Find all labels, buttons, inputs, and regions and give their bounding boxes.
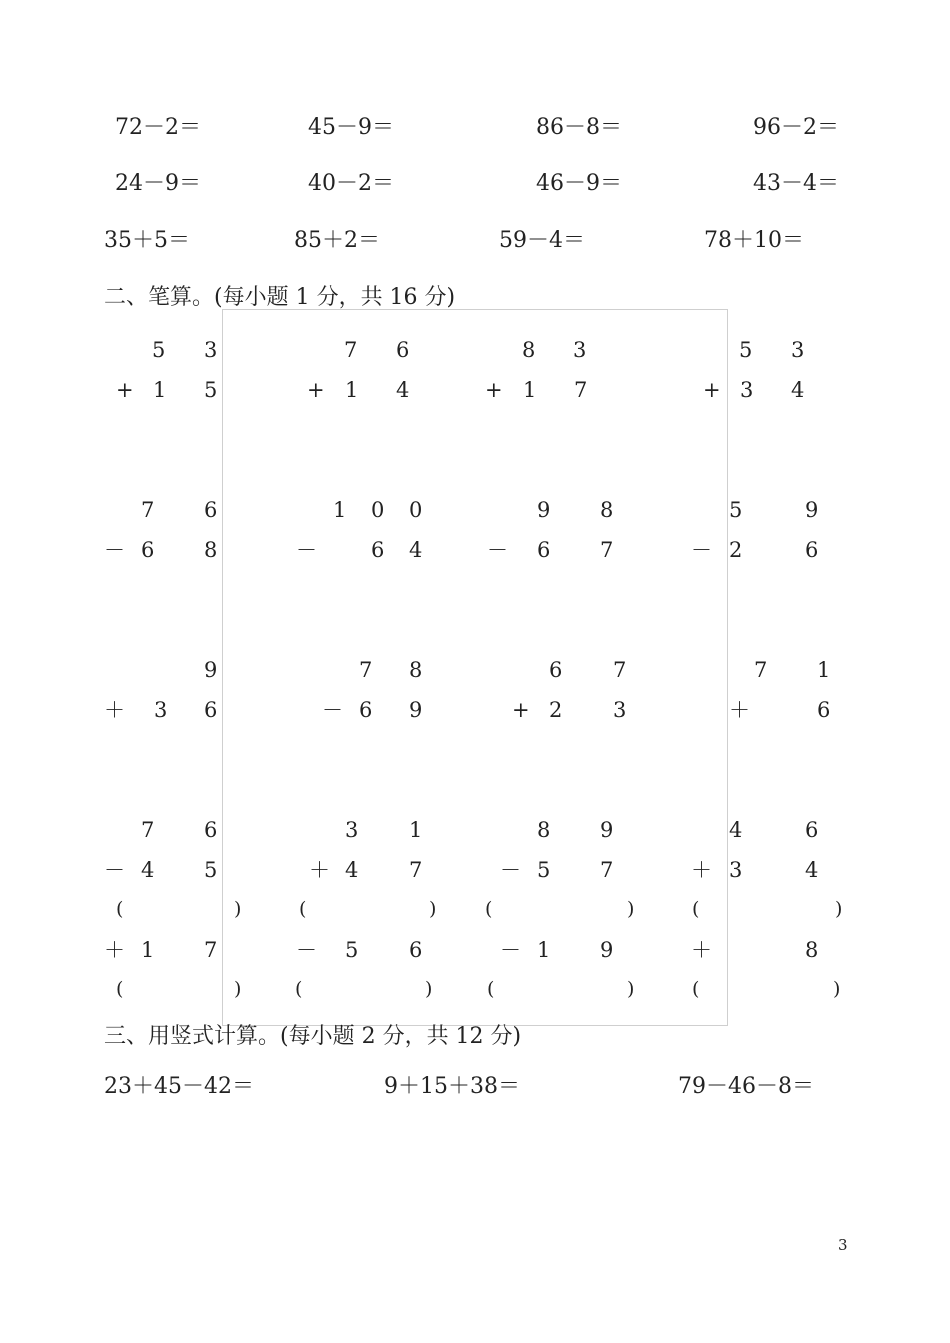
- operator: ＋: [691, 858, 712, 882]
- answer-paren-close: ): [627, 898, 635, 920]
- answer-paren-open: (: [487, 978, 495, 1000]
- digit: 9: [409, 698, 423, 722]
- digit: 1: [333, 498, 347, 522]
- digit: 1: [345, 378, 359, 402]
- digit: 8: [600, 498, 614, 522]
- mental-math-item: 35＋5＝: [104, 228, 190, 253]
- digit: 4: [791, 378, 805, 402]
- digit: 6: [409, 938, 423, 962]
- answer-paren-open: (: [116, 978, 124, 1000]
- operator: －: [500, 858, 521, 882]
- answer-paren-open: (: [299, 898, 307, 920]
- operator: +: [116, 378, 134, 402]
- operator: ＋: [309, 858, 330, 882]
- digit: 7: [600, 538, 614, 562]
- digit: 8: [522, 338, 536, 362]
- digit: 4: [729, 818, 743, 842]
- operator: +: [703, 378, 721, 402]
- answer-paren-close: ): [833, 978, 841, 1000]
- operator: －: [500, 938, 521, 962]
- digit: 6: [396, 338, 410, 362]
- digit: 3: [740, 378, 754, 402]
- operator: －: [104, 538, 125, 562]
- answer-paren-open: (: [295, 978, 303, 1000]
- digit: 3: [613, 698, 627, 722]
- answer-paren-close: ): [627, 978, 635, 1000]
- digit: 5: [739, 338, 753, 362]
- operator: +: [512, 698, 530, 722]
- operator: +: [485, 378, 503, 402]
- operator: ＋: [729, 698, 750, 722]
- digit: 6: [371, 538, 385, 562]
- mental-math-item: 59－4＝: [499, 228, 585, 253]
- digit: 6: [549, 658, 563, 682]
- digit: 6: [805, 818, 819, 842]
- answer-paren-close: ): [429, 898, 437, 920]
- digit: 6: [204, 698, 218, 722]
- mental-math-item: 45－9＝: [308, 115, 394, 140]
- digit: 5: [152, 338, 166, 362]
- digit: 3: [204, 338, 218, 362]
- digit: 6: [204, 818, 218, 842]
- digit: 8: [204, 538, 218, 562]
- digit: 7: [754, 658, 768, 682]
- digit: 4: [805, 858, 819, 882]
- digit: 4: [141, 858, 155, 882]
- digit: 6: [817, 698, 831, 722]
- digit: 7: [600, 858, 614, 882]
- vertical-calc-item: 23＋45－42＝: [104, 1074, 254, 1099]
- digit: 1: [153, 378, 167, 402]
- answer-paren-open: (: [692, 978, 700, 1000]
- digit: 1: [523, 378, 537, 402]
- digit: 8: [537, 818, 551, 842]
- digit: 7: [574, 378, 588, 402]
- page-number: 3: [838, 1236, 848, 1254]
- overlay-frame: [222, 309, 728, 1026]
- digit: 7: [344, 338, 358, 362]
- mental-math-item: 46－9＝: [536, 171, 622, 196]
- answer-paren-close: ): [835, 898, 843, 920]
- digit: 9: [600, 938, 614, 962]
- mental-math-item: 40－2＝: [308, 171, 394, 196]
- mental-math-item: 86－8＝: [536, 115, 622, 140]
- vertical-calc-item: 79－46－8＝: [678, 1074, 814, 1099]
- digit: 3: [573, 338, 587, 362]
- digit: 6: [805, 538, 819, 562]
- digit: 9: [204, 658, 218, 682]
- digit: 4: [409, 538, 423, 562]
- digit: 4: [345, 858, 359, 882]
- digit: 5: [204, 858, 218, 882]
- answer-paren-open: (: [485, 898, 493, 920]
- digit: 1: [817, 658, 831, 682]
- digit: 6: [204, 498, 218, 522]
- digit: 8: [409, 658, 423, 682]
- digit: 7: [141, 498, 155, 522]
- digit: 7: [409, 858, 423, 882]
- section-2-heading: 二、笔算。(每小题 1 分，共 16 分): [104, 285, 456, 310]
- vertical-calc-item: 9＋15＋38＝: [384, 1074, 520, 1099]
- digit: 7: [204, 938, 218, 962]
- operator: －: [691, 538, 712, 562]
- digit: 5: [537, 858, 551, 882]
- digit: 8: [805, 938, 819, 962]
- digit: 3: [791, 338, 805, 362]
- digit: 7: [141, 818, 155, 842]
- operator: ＋: [104, 698, 125, 722]
- digit: 1: [409, 818, 423, 842]
- digit: 1: [141, 938, 155, 962]
- digit: 6: [359, 698, 373, 722]
- answer-paren-open: (: [692, 898, 700, 920]
- operator: ＋: [691, 938, 712, 962]
- operator: －: [296, 938, 317, 962]
- answer-paren-close: ): [234, 898, 242, 920]
- digit: 3: [345, 818, 359, 842]
- digit: 0: [409, 498, 423, 522]
- operator: －: [322, 698, 343, 722]
- operator: －: [296, 538, 317, 562]
- digit: 7: [613, 658, 627, 682]
- digit: 6: [141, 538, 155, 562]
- mental-math-item: 43－4＝: [753, 171, 839, 196]
- digit: 9: [537, 498, 551, 522]
- answer-paren-close: ): [425, 978, 433, 1000]
- digit: 2: [549, 698, 563, 722]
- digit: 2: [729, 538, 743, 562]
- operator: －: [487, 538, 508, 562]
- mental-math-item: 85＋2＝: [294, 228, 380, 253]
- mental-math-item: 96－2＝: [753, 115, 839, 140]
- mental-math-item: 24－9＝: [115, 171, 201, 196]
- digit: 9: [600, 818, 614, 842]
- digit: 5: [729, 498, 743, 522]
- digit: 1: [537, 938, 551, 962]
- section-3-heading: 三、用竖式计算。(每小题 2 分，共 12 分): [104, 1024, 522, 1049]
- digit: 4: [396, 378, 410, 402]
- digit: 5: [204, 378, 218, 402]
- digit: 7: [359, 658, 373, 682]
- answer-paren-close: ): [234, 978, 242, 1000]
- operator: －: [104, 858, 125, 882]
- digit: 5: [345, 938, 359, 962]
- mental-math-item: 78＋10＝: [704, 228, 804, 253]
- answer-paren-open: (: [116, 898, 124, 920]
- digit: 0: [371, 498, 385, 522]
- digit: 9: [805, 498, 819, 522]
- operator: +: [307, 378, 325, 402]
- digit: 3: [154, 698, 168, 722]
- digit: 6: [537, 538, 551, 562]
- operator: ＋: [104, 938, 125, 962]
- digit: 3: [729, 858, 743, 882]
- mental-math-item: 72－2＝: [115, 115, 201, 140]
